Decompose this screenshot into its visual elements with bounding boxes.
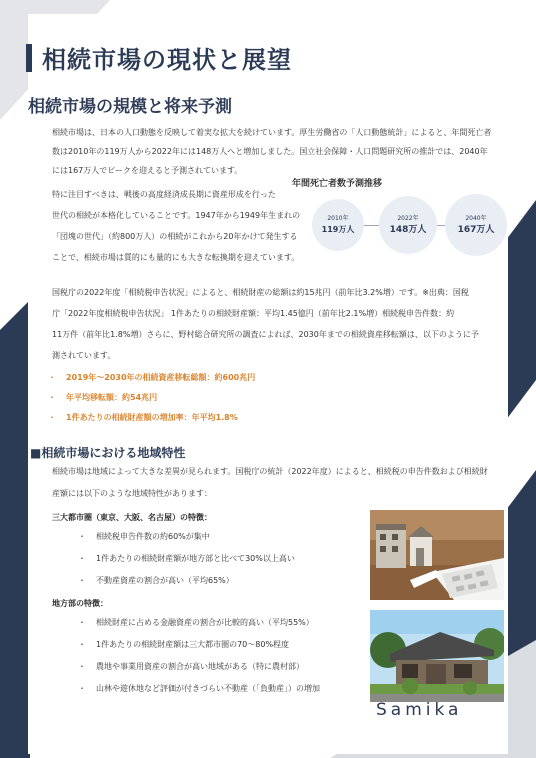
chart-bubble-value: 148万人: [389, 224, 427, 235]
metro-item: ・ 相続税申告件数の約60%が集中: [78, 526, 295, 548]
photo-house-calculator: [370, 510, 504, 600]
intro-line: 数は2010年の119万人から2022年には148万人へと増加しました。国立社会保障・人口問題研究所の推計では、2040年: [52, 147, 488, 156]
section-title-market-size: 相続市場の規模と将来予測: [28, 97, 232, 117]
metro-item: ・ 1件あたりの相続財産額が地方部と比べて30%以上高い: [78, 548, 295, 570]
chart-bubble-year: 2040年: [465, 214, 487, 222]
chart-bubble: [379, 196, 437, 254]
tax-line: 庁「2022年度相続税申告状況」 1件あたりの相続財産額：平均1.45億円（前年比2.1%増）相続税申告件数：約: [52, 309, 455, 318]
photo-old-house: [370, 610, 504, 702]
rural-item: ・ 山林や遊休地など評価が付きづらい不動産（「負動産」）の増加: [78, 678, 320, 700]
old-house-image: [370, 610, 504, 702]
generation-line: 世代の相続が本格化していることです。1947年から1949年生まれの: [52, 211, 301, 220]
chart-bubble-value: 119万人: [321, 224, 355, 234]
chart-bubble-year: 2022年: [397, 214, 419, 222]
metro-item: ・ 不動産資産の割合が高い（平均65%）: [78, 570, 295, 592]
title-accent-bar: [26, 44, 32, 72]
metro-label: 三大都市圏（東京、大阪、名古屋）の特徴：: [52, 513, 212, 522]
forecast-list: [48, 368, 255, 428]
section-title-regional: ■相続市場における地域特性: [30, 446, 186, 460]
intro-line: には167万人でピークを迎えると予測されています。: [52, 166, 243, 175]
forecast-item: ・ 2019年～2030年の相続資産移転総額：約600兆円: [48, 368, 255, 388]
page-title: 相続市場の現状と展望: [42, 46, 292, 74]
tax-line: 測されています。: [52, 351, 116, 360]
tax-line: 国税庁の2022年度「相続税申告状況」によると、相続財産の総額は約15兆円（前年比3.2%増）です。※出典：国税: [52, 288, 469, 297]
forecast-item: ・ 年平均移転額：約54兆円: [48, 388, 255, 408]
rural-label: 地方部の特徴：: [52, 599, 108, 608]
rural-list: [78, 612, 320, 700]
region-line: 相続市場は地域によって大きな差異が見られます。国税庁の統計（2022年度）によると、相続税の申告件数および相続財: [52, 467, 488, 476]
chart-bubble: [312, 199, 364, 251]
chart-bubble-year: 2010年: [327, 214, 349, 222]
chart-bubble-value: 167万人: [457, 224, 495, 235]
generation-line: ことで、相続市場は質的にも量的にも大きな転換期を迎えています。: [52, 253, 300, 262]
metro-list: [78, 526, 295, 592]
region-line: 産額には以下のような地域特性があります：: [52, 489, 212, 498]
brand-logo: Samika: [376, 700, 463, 720]
forecast-item: ・ 1件あたりの相続財産額の増加率：年平均1.8%: [48, 408, 255, 428]
chart-bubble: [445, 194, 507, 256]
chart-title: 年間死亡者数予測推移: [292, 179, 383, 189]
house-calculator-image: [370, 510, 504, 600]
rural-item: ・ 農地や事業用資産の割合が高い地域がある（特に農村部）: [78, 656, 320, 678]
rural-item: ・ 相続財産に占める金融資産の割合が比較的高い（平均55%）: [78, 612, 320, 634]
generation-line: 特に注目すべきは、戦後の高度経済成長期に資産形成を行った: [52, 190, 276, 199]
page-header: [26, 40, 292, 75]
generation-line: 「団塊の世代」（約800万人）の相続がこれから20年かけて発生する: [52, 232, 298, 241]
intro-line: 相続市場は、日本の人口動態を反映して着実な拡大を続けています。厚生労働省の「人口動態統計」によると、年間死亡者: [52, 128, 492, 137]
rural-item: ・ 1件あたりの相続財産額は三大都市圏の70～80%程度: [78, 634, 320, 656]
tax-line: 11万件（前年比1.8%増）さらに、野村総合研究所の調査によれば、2030年までの相続資産移転額は、以下のように予: [52, 330, 479, 339]
